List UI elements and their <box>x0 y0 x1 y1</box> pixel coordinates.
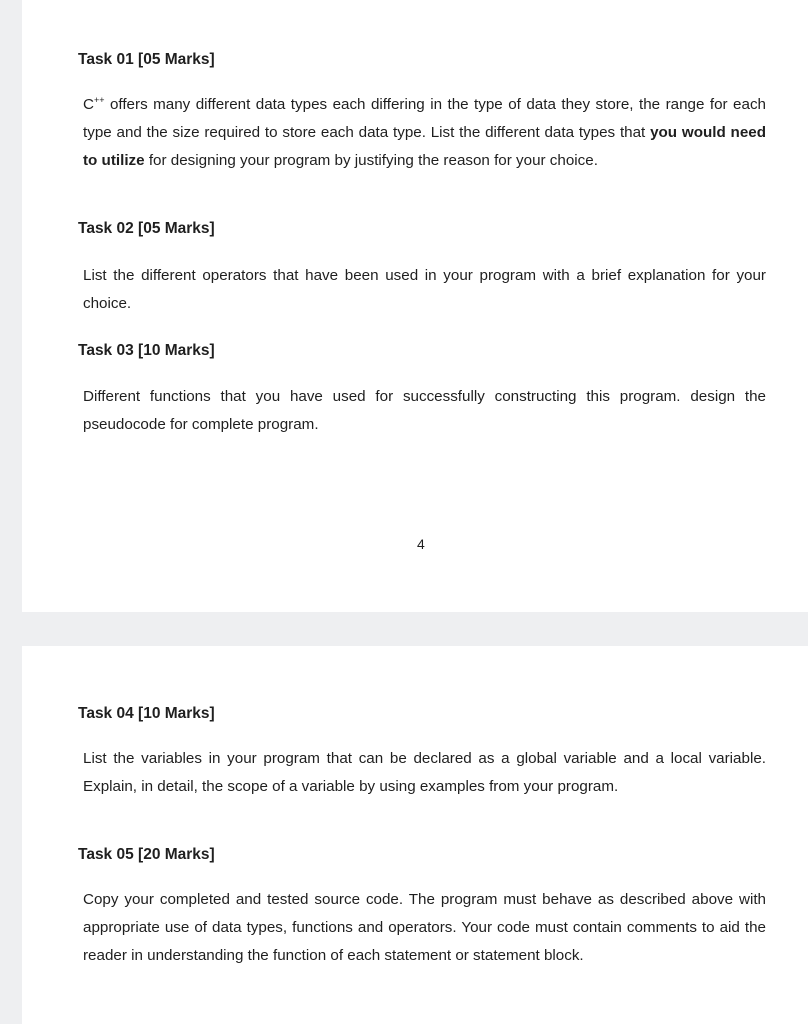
document-page-1 <box>22 0 808 612</box>
document-page-2 <box>22 646 808 1024</box>
task-02-body: List the different operators that have been used in your program with a brief explanation for your choice. <box>83 267 766 312</box>
task-03-body: Different functions that you have used for successfully constructing this program. design the pseudocode for complete program. <box>83 388 766 433</box>
task-04-body: List the variables in your program that can be declared as a global variable and a local variable. Explain, in detail, the scope of a variable by using examples from your program. <box>83 750 766 795</box>
task-02-heading: Task 02 [05 Marks] <box>78 220 215 237</box>
task-01-body-part2: for designing your program by justifying the reason for your choice. <box>144 152 598 169</box>
task-01-body-part1: offers many different data types each differing in the type of data they store, the range for each type and the size required to store each data type. List the different data types that <box>83 96 766 141</box>
task-01-body <box>83 91 766 175</box>
task-01-body-c: C <box>83 96 94 113</box>
task-01-body-plus: ++ <box>93 94 105 105</box>
task-04-heading: Task 04 [10 Marks] <box>78 705 215 722</box>
task-01-body-bold: you would need to utilize <box>83 124 766 169</box>
task-05-heading: Task 05 [20 Marks] <box>78 846 215 863</box>
task-03-heading: Task 03 [10 Marks] <box>78 342 215 359</box>
task-05-body: Copy your completed and tested source code. The program must behave as described above with appropriate use of data types, functions and operators. Your code must contain comments to aid the reader in understanding the function of each statement or statement block. <box>83 891 766 964</box>
page-number: 4 <box>417 536 425 552</box>
task-01-heading: Task 01 [05 Marks] <box>78 51 215 68</box>
